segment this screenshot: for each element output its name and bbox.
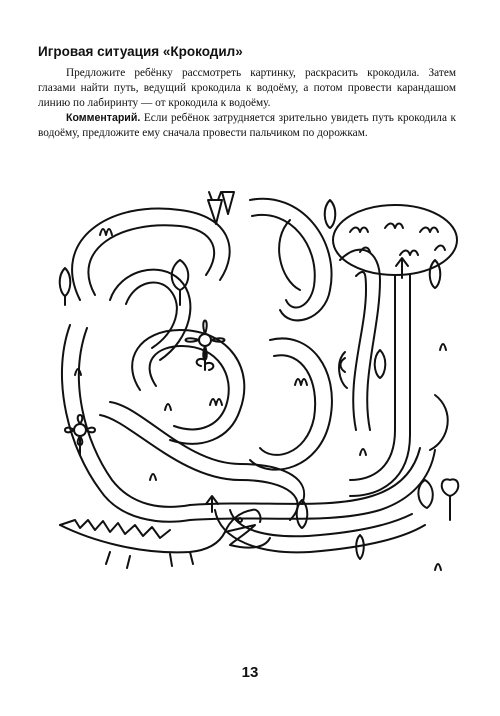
- section-heading: Игровая ситуация «Крокодил»: [38, 44, 243, 59]
- page-number: 13: [241, 664, 259, 681]
- instruction-paragraph: Предложите ребёнку рассмотреть картинку, раскрасить крокодила. Затем глазами найти путь, ведущий крокодила к водоёму, а потом провести карандашом линию по лабиринту — от крокодила к водоёму.: [38, 67, 456, 109]
- maze-illustration: [40, 180, 470, 590]
- flower-icon: [65, 415, 95, 455]
- comment-paragraph: [38, 111, 456, 141]
- leaf-icon: [60, 200, 441, 559]
- maze-paths: [62, 199, 448, 553]
- flower-icon: [442, 479, 459, 520]
- comment-text: Если ребёнок затрудняется зрительно увидеть путь крокодила к водоёму, предложите ему сначала провести пальчиком по дорожкам.: [38, 112, 456, 139]
- comment-label: Комментарий.: [66, 112, 141, 124]
